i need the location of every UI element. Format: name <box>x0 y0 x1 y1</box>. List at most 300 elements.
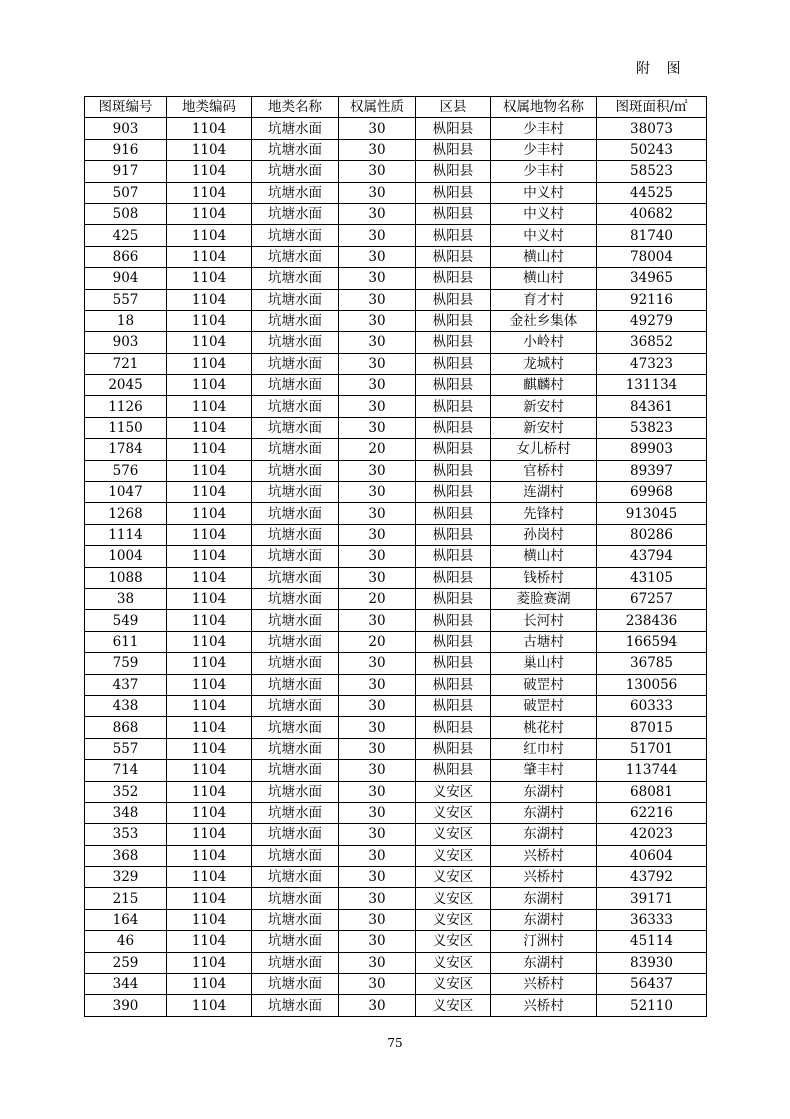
table-cell: 1104 <box>167 396 252 417</box>
table-cell: 30 <box>339 161 416 182</box>
table-cell: 131134 <box>597 375 707 396</box>
table-cell: 1104 <box>167 909 252 930</box>
table-body <box>85 118 707 1016</box>
table-cell: 1104 <box>167 781 252 802</box>
table-cell: 67257 <box>597 588 707 609</box>
table-cell: 30 <box>339 353 416 374</box>
table-cell: 30 <box>339 332 416 353</box>
table-cell: 坑塘水面 <box>252 503 339 524</box>
table-cell: 枞阳县 <box>416 225 491 246</box>
table-row <box>85 161 707 182</box>
table-cell: 连湖村 <box>491 482 597 503</box>
table-cell: 坑塘水面 <box>252 417 339 438</box>
table-cell: 507 <box>85 182 167 203</box>
table-row <box>85 653 707 674</box>
table-cell: 枞阳县 <box>416 375 491 396</box>
table-cell: 30 <box>339 824 416 845</box>
table-cell: 横山村 <box>491 268 597 289</box>
table-cell: 坑塘水面 <box>252 717 339 738</box>
column-header: 区县 <box>416 97 491 118</box>
table-cell: 1088 <box>85 567 167 588</box>
table-cell: 坑塘水面 <box>252 695 339 716</box>
table-cell: 42023 <box>597 824 707 845</box>
table-cell: 枞阳县 <box>416 417 491 438</box>
table-cell: 1104 <box>167 289 252 310</box>
table-cell: 长河村 <box>491 610 597 631</box>
table-cell: 1104 <box>167 439 252 460</box>
table-cell: 坑塘水面 <box>252 802 339 823</box>
table-cell: 1104 <box>167 888 252 909</box>
table-cell: 1104 <box>167 653 252 674</box>
table-cell: 1104 <box>167 139 252 160</box>
table-row <box>85 417 707 438</box>
table-row <box>85 225 707 246</box>
table-row <box>85 952 707 973</box>
table-cell: 官桥村 <box>491 460 597 481</box>
table-cell: 义安区 <box>416 995 491 1016</box>
table-cell: 30 <box>339 760 416 781</box>
table-cell: 81740 <box>597 225 707 246</box>
table-cell: 枞阳县 <box>416 203 491 224</box>
table-cell: 枞阳县 <box>416 524 491 545</box>
table-cell: 坑塘水面 <box>252 118 339 139</box>
table-cell: 东湖村 <box>491 952 597 973</box>
table-row <box>85 845 707 866</box>
table-cell: 枞阳县 <box>416 396 491 417</box>
table-cell: 83930 <box>597 952 707 973</box>
table-cell: 兴桥村 <box>491 867 597 888</box>
table-row <box>85 482 707 503</box>
table-cell: 少丰村 <box>491 161 597 182</box>
table-row <box>85 909 707 930</box>
table-cell: 1104 <box>167 546 252 567</box>
table-cell: 坑塘水面 <box>252 546 339 567</box>
table-cell: 1104 <box>167 503 252 524</box>
table-cell: 1104 <box>167 760 252 781</box>
table-cell: 20 <box>339 588 416 609</box>
table-cell: 30 <box>339 738 416 759</box>
table-cell: 红巾村 <box>491 738 597 759</box>
table-row <box>85 139 707 160</box>
table-cell: 中义村 <box>491 225 597 246</box>
table-cell: 425 <box>85 225 167 246</box>
table-cell: 枞阳县 <box>416 503 491 524</box>
table-cell: 横山村 <box>491 546 597 567</box>
table-cell: 1268 <box>85 503 167 524</box>
table-cell: 1104 <box>167 717 252 738</box>
table-cell: 30 <box>339 139 416 160</box>
table-cell: 1104 <box>167 482 252 503</box>
table-cell: 破罡村 <box>491 674 597 695</box>
table-cell: 1104 <box>167 588 252 609</box>
table-cell: 坑塘水面 <box>252 824 339 845</box>
table-cell: 小岭村 <box>491 332 597 353</box>
table-cell: 549 <box>85 610 167 631</box>
table-row <box>85 781 707 802</box>
table-cell: 30 <box>339 524 416 545</box>
table-cell: 坑塘水面 <box>252 888 339 909</box>
table-cell: 1104 <box>167 695 252 716</box>
column-header: 地类名称 <box>252 97 339 118</box>
table-cell: 866 <box>85 246 167 267</box>
table-cell: 义安区 <box>416 845 491 866</box>
table-cell: 坑塘水面 <box>252 396 339 417</box>
table-cell: 枞阳县 <box>416 674 491 695</box>
table-cell: 30 <box>339 225 416 246</box>
table-cell: 238436 <box>597 610 707 631</box>
table-cell: 36333 <box>597 909 707 930</box>
table-row <box>85 268 707 289</box>
table-cell: 枞阳县 <box>416 289 491 310</box>
table-cell: 87015 <box>597 717 707 738</box>
table-cell: 56437 <box>597 974 707 995</box>
table-cell: 枞阳县 <box>416 182 491 203</box>
table-cell: 36785 <box>597 653 707 674</box>
table-cell: 62216 <box>597 802 707 823</box>
table-row <box>85 610 707 631</box>
table-cell: 2045 <box>85 375 167 396</box>
table-cell: 东湖村 <box>491 888 597 909</box>
table-cell: 中义村 <box>491 182 597 203</box>
table-cell: 43794 <box>597 546 707 567</box>
table-cell: 714 <box>85 760 167 781</box>
table-cell: 1104 <box>167 974 252 995</box>
table-cell: 1104 <box>167 631 252 652</box>
table-cell: 52110 <box>597 995 707 1016</box>
table-cell: 30 <box>339 268 416 289</box>
table-cell: 30 <box>339 460 416 481</box>
table-cell: 1104 <box>167 161 252 182</box>
table-cell: 166594 <box>597 631 707 652</box>
table-cell: 龙城村 <box>491 353 597 374</box>
table-cell: 坑塘水面 <box>252 867 339 888</box>
table-cell: 义安区 <box>416 952 491 973</box>
table-cell: 30 <box>339 909 416 930</box>
table-cell: 557 <box>85 738 167 759</box>
table-cell: 508 <box>85 203 167 224</box>
table-cell: 兴桥村 <box>491 974 597 995</box>
table-cell: 40604 <box>597 845 707 866</box>
table-cell: 30 <box>339 246 416 267</box>
table-row <box>85 375 707 396</box>
table-row <box>85 524 707 545</box>
parcel-table <box>84 96 707 1017</box>
table-cell: 坑塘水面 <box>252 161 339 182</box>
table-cell: 先锋村 <box>491 503 597 524</box>
table-cell: 30 <box>339 974 416 995</box>
table-row <box>85 203 707 224</box>
table-cell: 30 <box>339 995 416 1016</box>
table-cell: 437 <box>85 674 167 695</box>
table-cell: 枞阳县 <box>416 717 491 738</box>
table-cell: 坑塘水面 <box>252 738 339 759</box>
table-cell: 1104 <box>167 674 252 695</box>
table-cell: 坑塘水面 <box>252 760 339 781</box>
table-cell: 1104 <box>167 375 252 396</box>
table-cell: 30 <box>339 802 416 823</box>
table-cell: 58523 <box>597 161 707 182</box>
table-cell: 903 <box>85 118 167 139</box>
table-row <box>85 182 707 203</box>
table-row <box>85 332 707 353</box>
table-cell: 坑塘水面 <box>252 332 339 353</box>
table-cell: 49279 <box>597 310 707 331</box>
table-cell: 30 <box>339 289 416 310</box>
table-cell: 1104 <box>167 203 252 224</box>
table-cell: 新安村 <box>491 417 597 438</box>
table-cell: 30 <box>339 482 416 503</box>
table-row <box>85 738 707 759</box>
table-cell: 坑塘水面 <box>252 952 339 973</box>
table-cell: 30 <box>339 375 416 396</box>
table-cell: 1126 <box>85 396 167 417</box>
table-row <box>85 439 707 460</box>
table-cell: 30 <box>339 546 416 567</box>
table-cell: 30 <box>339 182 416 203</box>
table-cell: 中义村 <box>491 203 597 224</box>
table-cell: 坑塘水面 <box>252 845 339 866</box>
table-row <box>85 503 707 524</box>
table-cell: 枞阳县 <box>416 588 491 609</box>
table-cell: 390 <box>85 995 167 1016</box>
table-cell: 兴桥村 <box>491 995 597 1016</box>
table-row <box>85 888 707 909</box>
table-cell: 坑塘水面 <box>252 610 339 631</box>
table-cell: 古塘村 <box>491 631 597 652</box>
table-cell: 1004 <box>85 546 167 567</box>
table-row <box>85 460 707 481</box>
table-cell: 60333 <box>597 695 707 716</box>
table-cell: 348 <box>85 802 167 823</box>
table-cell: 1104 <box>167 118 252 139</box>
table-cell: 30 <box>339 503 416 524</box>
parcel-table-container <box>84 96 706 1017</box>
table-header-row <box>85 97 707 118</box>
table-cell: 义安区 <box>416 931 491 952</box>
table-cell: 30 <box>339 610 416 631</box>
table-cell: 1104 <box>167 417 252 438</box>
table-cell: 义安区 <box>416 974 491 995</box>
table-cell: 1114 <box>85 524 167 545</box>
table-cell: 钱桥村 <box>491 567 597 588</box>
table-cell: 20 <box>339 631 416 652</box>
table-cell: 30 <box>339 867 416 888</box>
table-cell: 721 <box>85 353 167 374</box>
table-cell: 坑塘水面 <box>252 246 339 267</box>
table-cell: 903 <box>85 332 167 353</box>
table-cell: 1104 <box>167 867 252 888</box>
table-cell: 18 <box>85 310 167 331</box>
table-cell: 汀洲村 <box>491 931 597 952</box>
table-cell: 坑塘水面 <box>252 631 339 652</box>
table-cell: 164 <box>85 909 167 930</box>
table-cell: 92116 <box>597 289 707 310</box>
table-cell: 916 <box>85 139 167 160</box>
table-cell: 68081 <box>597 781 707 802</box>
table-cell: 枞阳县 <box>416 246 491 267</box>
table-row <box>85 931 707 952</box>
table-cell: 38 <box>85 588 167 609</box>
table-cell: 坑塘水面 <box>252 588 339 609</box>
table-cell: 1104 <box>167 460 252 481</box>
table-cell: 义安区 <box>416 909 491 930</box>
table-cell: 东湖村 <box>491 802 597 823</box>
table-cell: 1047 <box>85 482 167 503</box>
table-row <box>85 588 707 609</box>
table-cell: 孙岗村 <box>491 524 597 545</box>
table-cell: 913045 <box>597 503 707 524</box>
table-cell: 坑塘水面 <box>252 289 339 310</box>
table-cell: 枞阳县 <box>416 610 491 631</box>
table-cell: 1104 <box>167 824 252 845</box>
table-cell: 兴桥村 <box>491 845 597 866</box>
table-cell: 759 <box>85 653 167 674</box>
table-cell: 47323 <box>597 353 707 374</box>
table-cell: 329 <box>85 867 167 888</box>
table-cell: 30 <box>339 952 416 973</box>
page-header-label: 附 图 <box>636 61 687 77</box>
column-header: 地类编码 <box>167 97 252 118</box>
table-cell: 桃花村 <box>491 717 597 738</box>
table-cell: 菱脸赛湖 <box>491 588 597 609</box>
table-cell: 46 <box>85 931 167 952</box>
table-cell: 新安村 <box>491 396 597 417</box>
table-cell: 36852 <box>597 332 707 353</box>
table-cell: 130056 <box>597 674 707 695</box>
table-cell: 枞阳县 <box>416 118 491 139</box>
table-cell: 215 <box>85 888 167 909</box>
table-header <box>85 97 707 118</box>
table-cell: 45114 <box>597 931 707 952</box>
table-cell: 1104 <box>167 995 252 1016</box>
table-cell: 89903 <box>597 439 707 460</box>
table-cell: 1104 <box>167 524 252 545</box>
table-cell: 30 <box>339 653 416 674</box>
table-row <box>85 310 707 331</box>
table-cell: 枞阳县 <box>416 460 491 481</box>
table-cell: 259 <box>85 952 167 973</box>
table-cell: 育才村 <box>491 289 597 310</box>
table-cell: 1784 <box>85 439 167 460</box>
table-cell: 30 <box>339 781 416 802</box>
table-cell: 557 <box>85 289 167 310</box>
table-row <box>85 695 707 716</box>
table-cell: 43105 <box>597 567 707 588</box>
table-cell: 89397 <box>597 460 707 481</box>
table-cell: 69968 <box>597 482 707 503</box>
table-cell: 义安区 <box>416 867 491 888</box>
column-header: 权属地物名称 <box>491 97 597 118</box>
table-cell: 34965 <box>597 268 707 289</box>
table-cell: 30 <box>339 695 416 716</box>
table-cell: 611 <box>85 631 167 652</box>
table-cell: 坑塘水面 <box>252 460 339 481</box>
table-cell: 1150 <box>85 417 167 438</box>
table-cell: 30 <box>339 931 416 952</box>
table-row <box>85 674 707 695</box>
table-cell: 坑塘水面 <box>252 909 339 930</box>
table-cell: 坑塘水面 <box>252 995 339 1016</box>
table-cell: 枞阳县 <box>416 567 491 588</box>
table-cell: 坑塘水面 <box>252 482 339 503</box>
table-cell: 枞阳县 <box>416 738 491 759</box>
table-cell: 坑塘水面 <box>252 310 339 331</box>
table-row <box>85 802 707 823</box>
table-cell: 破罡村 <box>491 695 597 716</box>
table-cell: 枞阳县 <box>416 482 491 503</box>
table-cell: 30 <box>339 417 416 438</box>
table-cell: 1104 <box>167 845 252 866</box>
table-cell: 30 <box>339 396 416 417</box>
table-cell: 义安区 <box>416 781 491 802</box>
table-cell: 巢山村 <box>491 653 597 674</box>
table-cell: 576 <box>85 460 167 481</box>
table-cell: 东湖村 <box>491 909 597 930</box>
table-cell: 30 <box>339 717 416 738</box>
table-cell: 坑塘水面 <box>252 225 339 246</box>
table-cell: 枞阳县 <box>416 631 491 652</box>
table-cell: 78004 <box>597 246 707 267</box>
page-number: 75 <box>387 1036 403 1050</box>
column-header: 权属性质 <box>339 97 416 118</box>
table-row <box>85 353 707 374</box>
table-row <box>85 289 707 310</box>
table-cell: 30 <box>339 674 416 695</box>
table-cell: 53823 <box>597 417 707 438</box>
table-cell: 坑塘水面 <box>252 653 339 674</box>
table-cell: 30 <box>339 118 416 139</box>
table-cell: 少丰村 <box>491 118 597 139</box>
table-cell: 坑塘水面 <box>252 931 339 952</box>
table-cell: 1104 <box>167 738 252 759</box>
table-cell: 义安区 <box>416 802 491 823</box>
table-cell: 枞阳县 <box>416 332 491 353</box>
table-row <box>85 396 707 417</box>
table-cell: 40682 <box>597 203 707 224</box>
table-row <box>85 118 707 139</box>
table-cell: 352 <box>85 781 167 802</box>
table-cell: 枞阳县 <box>416 268 491 289</box>
table-row <box>85 546 707 567</box>
table-cell: 84361 <box>597 396 707 417</box>
table-cell: 39171 <box>597 888 707 909</box>
table-row <box>85 631 707 652</box>
table-cell: 枞阳县 <box>416 310 491 331</box>
table-cell: 1104 <box>167 332 252 353</box>
table-cell: 枞阳县 <box>416 439 491 460</box>
table-cell: 1104 <box>167 246 252 267</box>
table-row <box>85 824 707 845</box>
table-cell: 枞阳县 <box>416 760 491 781</box>
table-row <box>85 567 707 588</box>
table-cell: 金社乡集体 <box>491 310 597 331</box>
table-cell: 枞阳县 <box>416 653 491 674</box>
table-cell: 坑塘水面 <box>252 375 339 396</box>
table-cell: 917 <box>85 161 167 182</box>
table-cell: 1104 <box>167 802 252 823</box>
table-row <box>85 867 707 888</box>
table-cell: 51701 <box>597 738 707 759</box>
table-cell: 1104 <box>167 225 252 246</box>
table-cell: 坑塘水面 <box>252 439 339 460</box>
table-row <box>85 717 707 738</box>
table-cell: 30 <box>339 203 416 224</box>
table-cell: 麒麟村 <box>491 375 597 396</box>
table-cell: 坑塘水面 <box>252 182 339 203</box>
table-cell: 30 <box>339 845 416 866</box>
table-cell: 坑塘水面 <box>252 353 339 374</box>
table-cell: 353 <box>85 824 167 845</box>
